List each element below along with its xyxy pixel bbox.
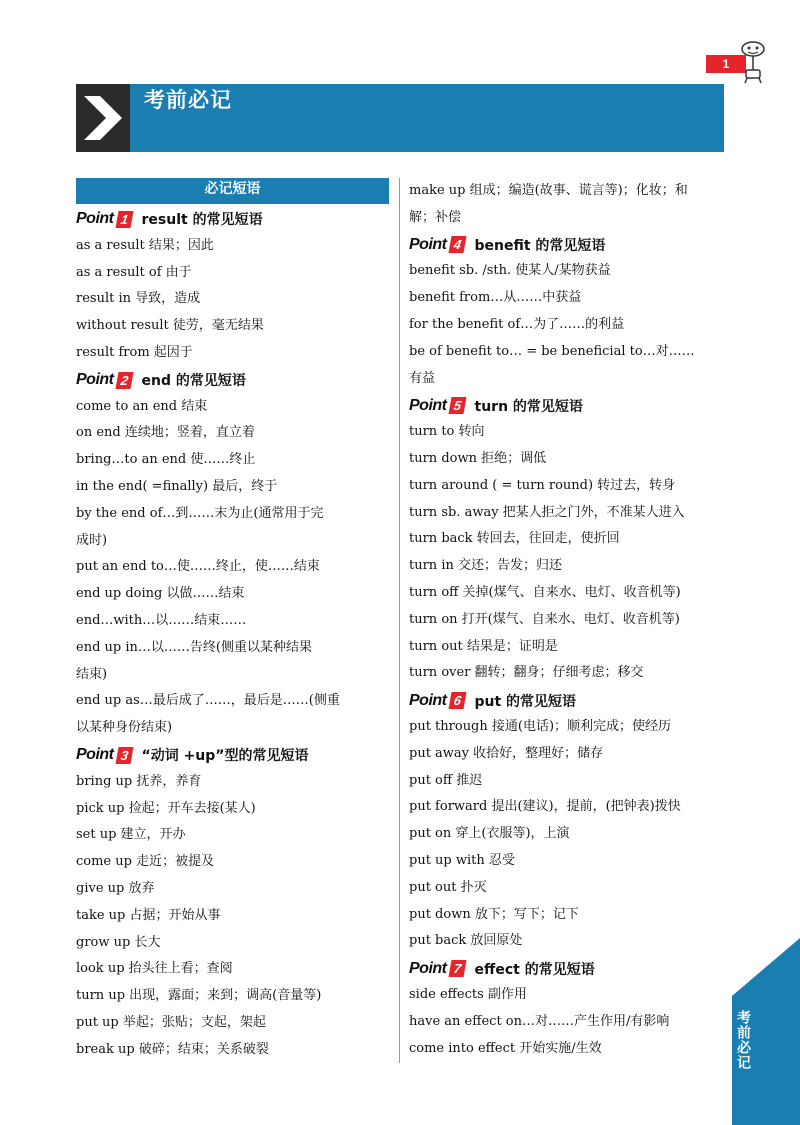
phrase-line: in the end( =finally) 最后，终于 xyxy=(76,478,278,494)
phrase-line: break up 破碎；结束；关系破裂 xyxy=(76,1041,269,1057)
point-number-badge: 7 xyxy=(448,960,466,977)
phrase-line: put off 推迟 xyxy=(409,772,483,788)
phrase-line: take up 占据；开始从事 xyxy=(76,907,221,923)
point-label: Point xyxy=(76,371,114,389)
phrase-line: look up 抬头往上看；查阅 xyxy=(76,961,233,977)
phrase-line: without result 徒劳，毫无结果 xyxy=(76,318,264,334)
right-column xyxy=(409,178,722,1062)
point-heading xyxy=(76,742,389,769)
phrase-line: turn on 打开(煤气、自来水、电灯、收音机等) xyxy=(409,611,680,627)
point-title: result 的常见短语 xyxy=(141,212,263,229)
point-label: Point xyxy=(409,235,447,253)
chevron-right-icon xyxy=(76,84,130,152)
phrase-line: make up 组成；编造(故事、谎言等)；化妆；和 xyxy=(409,183,688,198)
phrase-line: side effects 副作用 xyxy=(409,986,527,1002)
phrase-line: bring…to an end 使……终止 xyxy=(76,452,256,468)
phrase-line: on end 连续地；竖着，直立着 xyxy=(76,425,255,441)
point-heading xyxy=(76,367,389,394)
phrase-line: end up as…最后成了……，最后是……(侧重 xyxy=(76,693,340,709)
phrase-line: bring up 抚养，养育 xyxy=(76,773,202,789)
point-heading xyxy=(409,955,722,982)
phrase-line: put up with 忍受 xyxy=(409,852,515,868)
phrase-line: turn sb. away 把某人拒之门外，不准某人进入 xyxy=(409,504,685,520)
phrase-line: end…with…以……结束…… xyxy=(76,612,247,628)
point-number-badge: 5 xyxy=(448,397,466,414)
phrase-line: put away 收拾好，整理好；储存 xyxy=(409,745,604,761)
point-label: Point xyxy=(76,746,114,764)
point-title: benefit 的常见短语 xyxy=(474,237,606,254)
point-number-badge: 2 xyxy=(115,372,133,389)
phrase-line: turn out 结果是；证明是 xyxy=(409,638,558,654)
phrase-line: put through 接通(电话)；顺利完成；使经历 xyxy=(409,718,672,734)
side-tab-label: 考前必记 xyxy=(735,1010,751,1070)
left-column xyxy=(76,178,389,1064)
phrase-line: benefit from…从……中获益 xyxy=(409,290,582,306)
phrase-line: turn in 交还；告发；归还 xyxy=(409,558,562,574)
phrase-line: put up 举起；张贴；支起，架起 xyxy=(76,1014,266,1030)
point-heading xyxy=(409,392,722,419)
phrase-line: come to an end 结束 xyxy=(76,398,208,414)
point-heading xyxy=(76,206,389,233)
point-number-badge: 6 xyxy=(448,692,466,709)
point-number-badge: 1 xyxy=(115,211,133,228)
mascot-icon xyxy=(738,40,768,84)
phrase-line: put down 放下；写下；记下 xyxy=(409,906,579,922)
point-title: “动词 +up”型的常见短语 xyxy=(141,748,309,765)
point-label: Point xyxy=(409,959,447,977)
phrase-line: turn to 转向 xyxy=(409,424,485,440)
phrase-line: have an effect on…对……产生作用/有影响 xyxy=(409,1013,670,1029)
page-title: 考前必记 xyxy=(144,88,232,112)
section-title: 必记短语 xyxy=(76,178,389,204)
right-column-lines xyxy=(409,178,722,1062)
phrase-line: turn back 转回去，往回走，使折回 xyxy=(409,531,620,547)
phrase-line: end up doing 以做……结束 xyxy=(76,586,245,602)
phrase-line: 结束) xyxy=(76,666,108,682)
phrase-line: be of benefit to… = be beneficial to…对…… xyxy=(409,343,695,359)
left-column-lines xyxy=(76,206,389,1064)
point-label: Point xyxy=(76,210,114,228)
point-heading xyxy=(409,687,722,714)
phrase-line: 有益 xyxy=(409,370,436,386)
phrase-line: end up in…以……告终(侧重以某种结果 xyxy=(76,639,312,655)
phrase-line: 解；补偿 xyxy=(409,209,462,225)
phrase-line: turn off 关掉(煤气、自来水、电灯、收音机等) xyxy=(409,584,681,600)
phrase-line: grow up 长大 xyxy=(76,934,161,950)
phrase-line: result in 导致，造成 xyxy=(76,291,201,307)
point-title: turn 的常见短语 xyxy=(474,398,583,415)
phrase-line: turn down 拒绝；调低 xyxy=(409,450,547,466)
point-label: Point xyxy=(409,396,447,414)
phrase-line: by the end of…到……末为止(通常用于完 xyxy=(76,505,324,521)
point-title: end 的常见短语 xyxy=(141,373,246,390)
phrase-line: as a result 结果；因此 xyxy=(76,237,214,253)
phrase-line: result from 起因于 xyxy=(76,344,193,360)
phrase-line: as a result of 由于 xyxy=(76,264,192,280)
phrase-line: 成时) xyxy=(76,532,108,548)
phrase-line: pick up 捡起；开车去接(某人) xyxy=(76,800,256,816)
phrase-line: put forward 提出(建议)，提前，(把钟表)拨快 xyxy=(409,799,681,815)
point-number-badge: 4 xyxy=(448,236,466,253)
page-number: 1 xyxy=(706,55,746,73)
column-divider xyxy=(399,178,400,1063)
phrase-line: put back 放回原处 xyxy=(409,933,523,949)
phrase-line: come up 走近；被提及 xyxy=(76,854,215,870)
phrase-line: put an end to…使……终止，使……结束 xyxy=(76,559,320,575)
phrase-line: come into effect 开始实施/生效 xyxy=(409,1040,602,1056)
phrase-line: turn around ( = turn round) 转过去，转身 xyxy=(409,477,676,493)
phrase-line: set up 建立，开办 xyxy=(76,827,186,843)
phrase-line: 以某种身份结束) xyxy=(76,720,173,736)
point-title: put 的常见短语 xyxy=(474,693,577,710)
point-title: effect 的常见短语 xyxy=(474,961,595,978)
phrase-line: benefit sb. /sth. 使某人/某物获益 xyxy=(409,263,611,279)
phrase-line: for the benefit of…为了……的利益 xyxy=(409,316,625,332)
phrase-line: turn up 出现，露面；来到；调高(音量等) xyxy=(76,988,322,1004)
point-number-badge: 3 xyxy=(115,747,133,764)
phrase-line: give up 放弃 xyxy=(76,880,155,896)
phrase-line: put on 穿上(衣服等)，上演 xyxy=(409,826,570,842)
phrase-line: put out 扑灭 xyxy=(409,879,487,895)
point-heading xyxy=(409,232,722,259)
point-label: Point xyxy=(409,691,447,709)
phrase-line: turn over 翻转；翻身；仔细考虑；移交 xyxy=(409,665,644,681)
